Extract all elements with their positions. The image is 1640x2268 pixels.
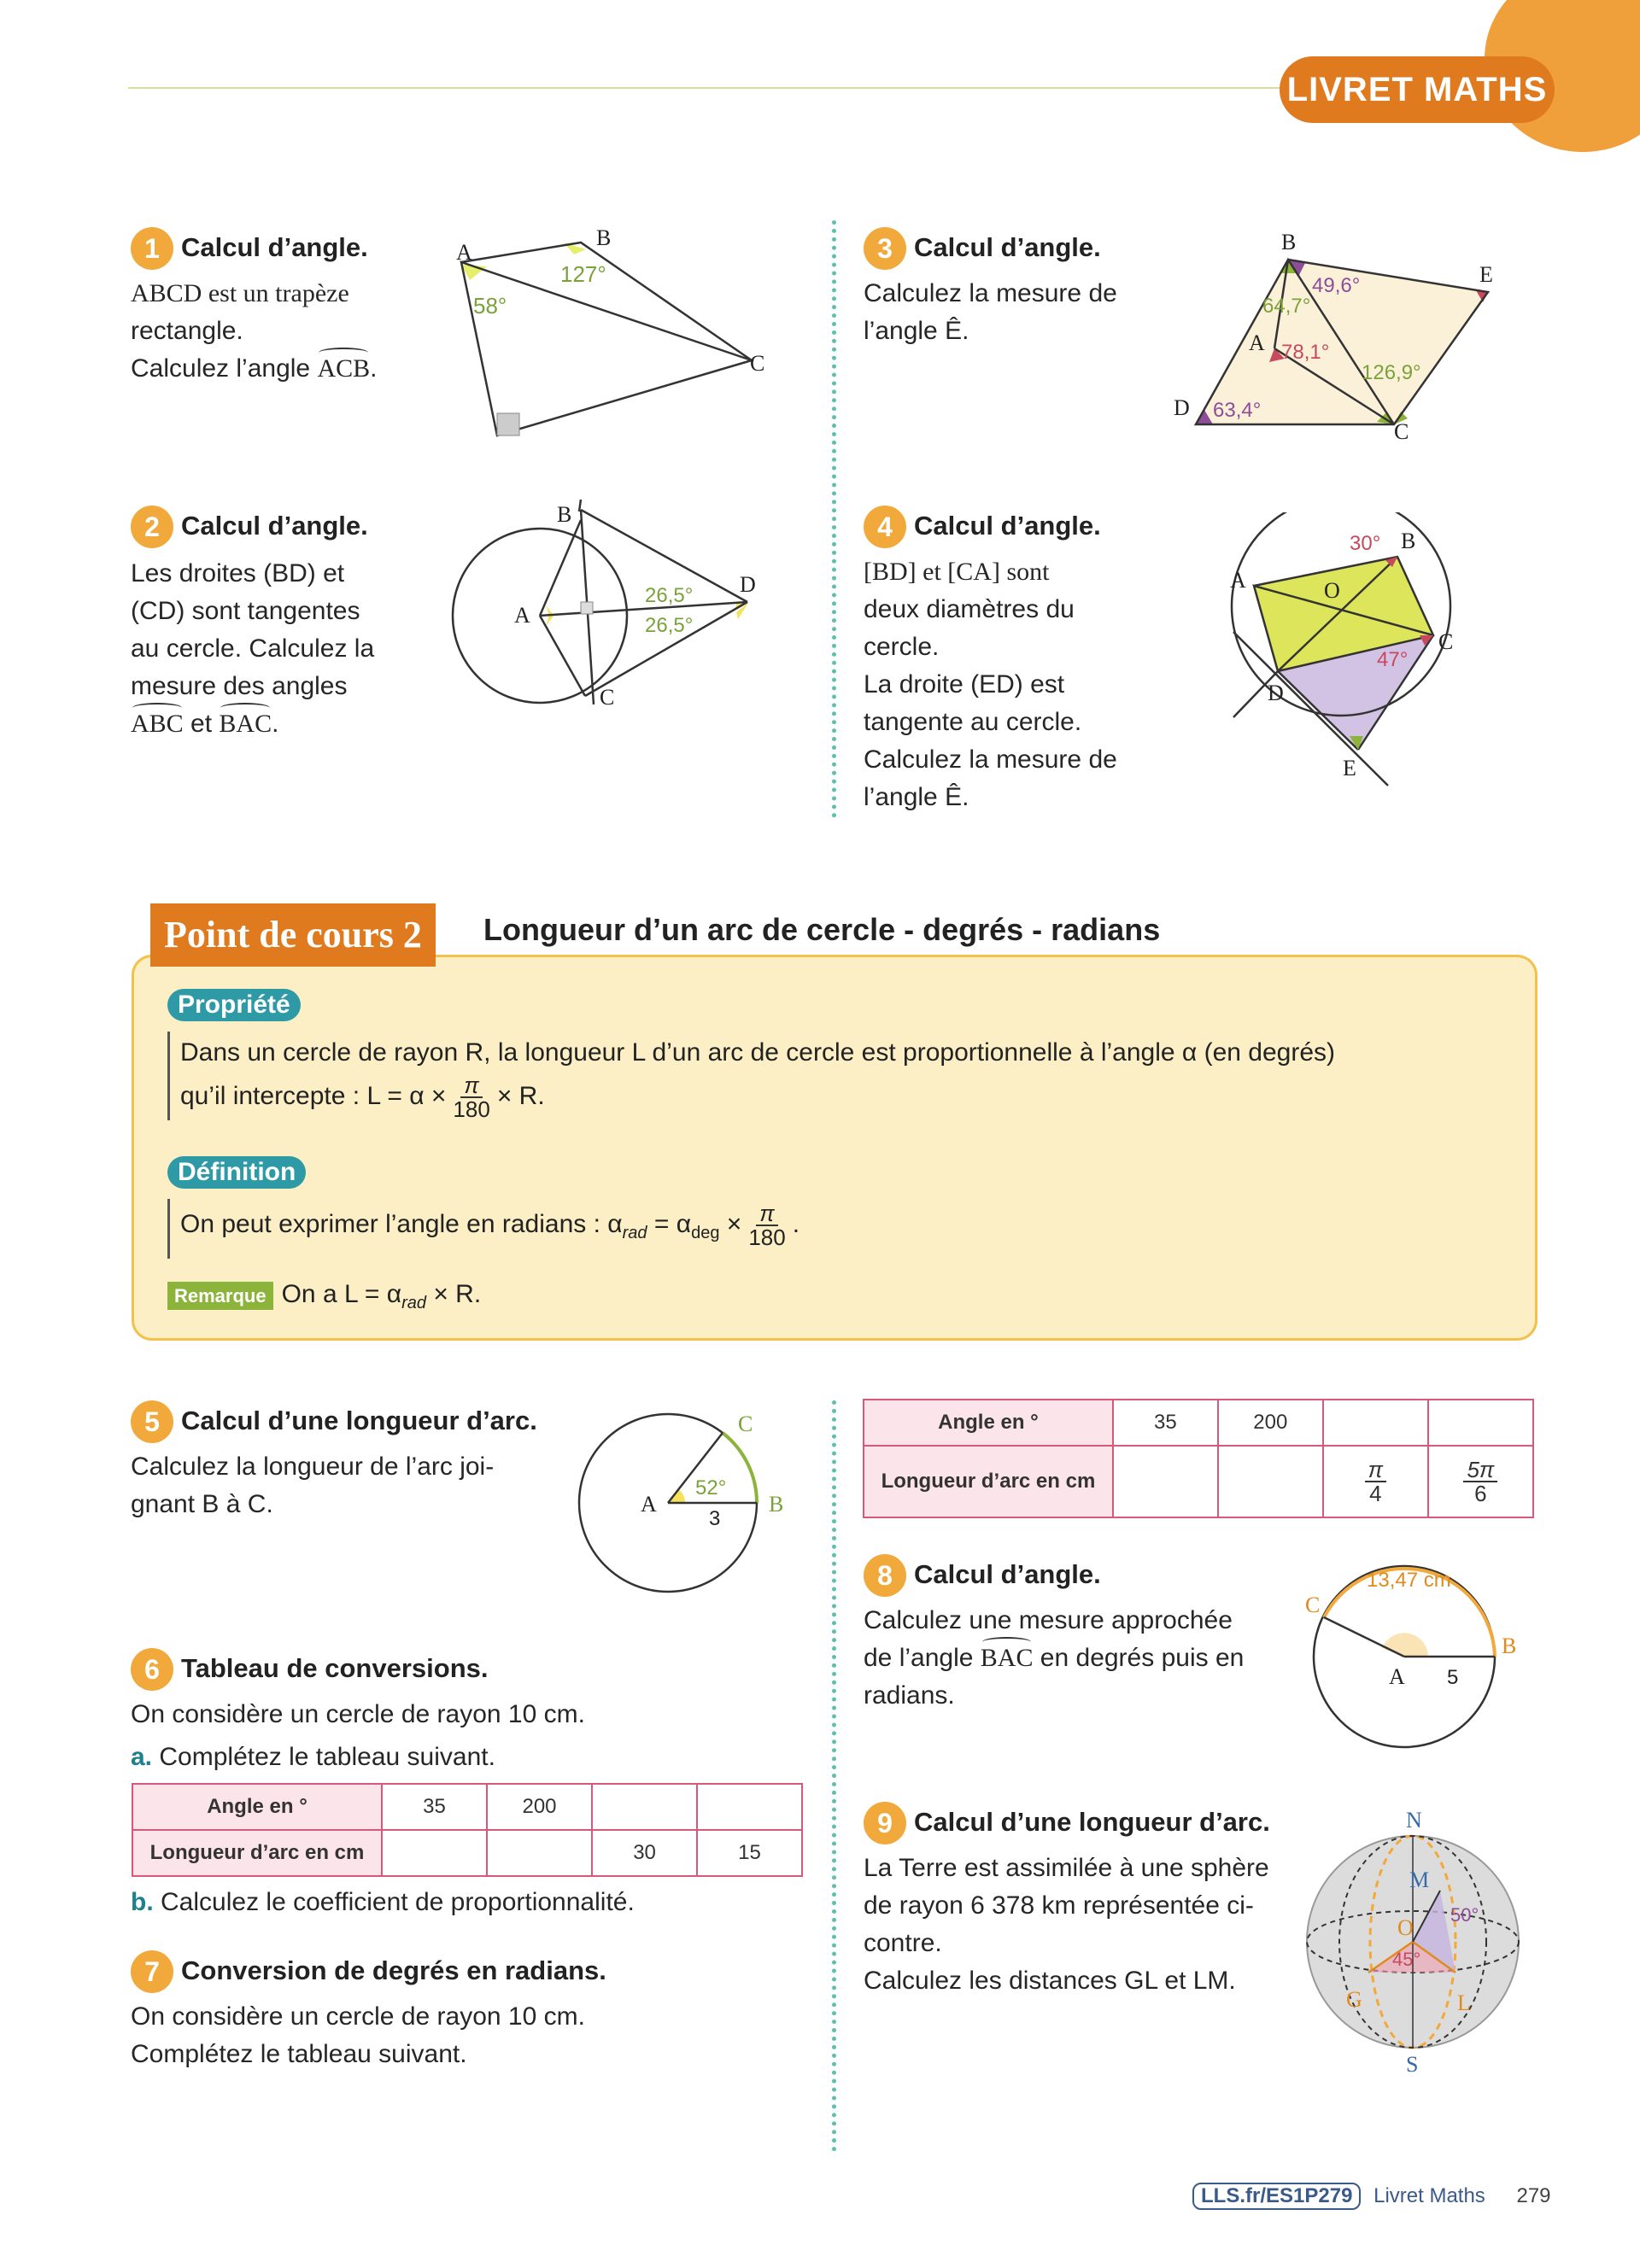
remark-line: Remarque On a $L = \alpha_{rad} \times R$. — [167, 1276, 481, 1322]
point-label: B — [596, 225, 612, 250]
exercise-number: 4 — [864, 506, 906, 548]
exercise-text: [BD] et [CA] sont deux diamètres du cercle. La droite (ED) est tangente au cercle. Calculez la mesure de l’angle Ê. — [864, 558, 1117, 811]
svg-text:64,7°: 64,7° — [1262, 295, 1311, 318]
svg-text:126,9°: 126,9° — [1362, 361, 1421, 384]
property-section — [167, 989, 1500, 1120]
svg-text:B: B — [1502, 1634, 1517, 1658]
angle-label: 58° — [473, 293, 507, 319]
svg-text:E: E — [1479, 262, 1493, 287]
svg-text:C: C — [1438, 629, 1454, 654]
svg-text:C: C — [600, 685, 615, 710]
footer — [1192, 2183, 1551, 2210]
svg-text:52°: 52° — [695, 1476, 727, 1499]
exercise-text: On considère un cercle de rayon 10 cm. — [131, 1700, 585, 1728]
column-separator — [832, 220, 836, 818]
property-line: Dans un cercle de rayon R, la longueur L d’un arc de cercle est proportionnelle à l’angle α (en degrés) — [180, 1038, 1336, 1067]
svg-text:G: G — [1346, 1987, 1362, 2012]
exercise-number: 8 — [864, 1554, 906, 1597]
exercise-text: La Terre est assimilée à une sphère de rayon 6 378 km représentée ci- contre. Calculez les distances GL et LM. — [864, 1854, 1269, 1995]
exercise-title: Calcul d’une longueur d’arc. — [914, 1807, 1270, 1837]
svg-text:B: B — [557, 502, 572, 527]
exercise-number: 2 — [131, 506, 173, 548]
footer-label: Livret Maths — [1374, 2184, 1485, 2207]
svg-text:E: E — [1343, 756, 1356, 780]
svg-text:B: B — [769, 1492, 784, 1517]
svg-text:D: D — [1268, 681, 1284, 705]
svg-text:3: 3 — [709, 1507, 721, 1530]
svg-text:30°: 30° — [1350, 532, 1381, 555]
svg-text:13,47 cm: 13,47 cm — [1367, 1569, 1451, 1592]
tangent-circle-figure — [444, 500, 786, 722]
exercise-text: Calculez la longueur de l’arc joi- gnant B à C. — [131, 1453, 495, 1518]
point-label: A — [456, 240, 472, 265]
angle-label: 127° — [560, 261, 606, 287]
svg-text:A: A — [1389, 1664, 1405, 1689]
course-tag: Point de cours 2 — [150, 903, 436, 967]
svg-text:C: C — [1305, 1593, 1321, 1617]
exercise-text: On considère un cercle de rayon 10 cm. Complétez le tableau suivant. — [131, 2002, 585, 2068]
section-title: LIVRET MATHS — [1280, 56, 1555, 123]
exercise-text: Calculez une mesure approchée de l’angle BAC en degrés puis en radians. — [864, 1606, 1245, 1710]
property-badge: Propriété — [167, 989, 301, 1021]
svg-text:N: N — [1406, 1808, 1422, 1833]
exercise-title: Calcul d’une longueur d’arc. — [181, 1406, 537, 1435]
arc-figure — [564, 1400, 820, 1605]
svg-text:50°: 50° — [1450, 1904, 1479, 1926]
definition-section: Définition On peut exprimer l’angle en radians : $\alpha_{rad} = \alpha_{deg}$ × $\frac{\pi}{180}$ . — [167, 1156, 1500, 1259]
svg-text:D: D — [1174, 395, 1190, 420]
exercise-title: Calcul d’angle. — [181, 511, 368, 541]
point-label: C — [750, 351, 765, 376]
svg-text:M: M — [1409, 1868, 1430, 1892]
svg-text:O: O — [1397, 1915, 1414, 1940]
remark-badge: Remarque — [167, 1282, 273, 1310]
exercise-text: a. Complétez le tableau suivant. — [131, 1743, 495, 1771]
exercise-title: Calcul d’angle. — [181, 232, 368, 262]
exercise-title: Calcul d’angle. — [914, 232, 1101, 262]
svg-text:C: C — [738, 1412, 753, 1436]
svg-text:47°: 47° — [1377, 648, 1409, 671]
svg-text:S: S — [1406, 2052, 1419, 2075]
exercise-number: 9 — [864, 1802, 906, 1844]
exercise-number: 5 — [131, 1400, 173, 1443]
svg-text:26,5°: 26,5° — [645, 584, 694, 607]
exercise-text: Les droites (BD) et (CD) sont tangentes au cercle. Calculez la mesure des angles ABC et BAC. — [131, 555, 438, 743]
svg-text:C: C — [1394, 419, 1409, 444]
diameter-circle-figure — [1196, 512, 1486, 794]
exercise-number: 6 — [131, 1648, 173, 1691]
svg-text:A: A — [641, 1492, 657, 1517]
property-formula: qu’il intercepte : L = α × $\frac{\pi}{180}$ × R. — [180, 1073, 545, 1122]
arc-length-figure — [1298, 1554, 1538, 1759]
svg-text:49,6°: 49,6° — [1312, 274, 1361, 297]
conversion-table: Angle en ° 35 200 Longueur d’arc en cm 30 15 — [132, 1783, 803, 1877]
exercise-title: Tableau de conversions. — [181, 1653, 489, 1683]
exercise-text: Calculez la mesure de l’angle Ê. — [864, 279, 1117, 345]
course-title: Longueur d’un arc de cercle - degrés - radians — [483, 912, 1161, 947]
exercise-title: Conversion de degrés en radians. — [181, 1955, 606, 1985]
exercise-title: Calcul d’angle. — [914, 1559, 1101, 1589]
svg-text:D: D — [740, 572, 756, 597]
svg-text:63,4°: 63,4° — [1213, 399, 1262, 422]
svg-text:78,1°: 78,1° — [1281, 341, 1330, 364]
svg-text:L: L — [1457, 1990, 1471, 2015]
svg-text:B: B — [1401, 529, 1416, 553]
svg-text:A: A — [1249, 330, 1265, 355]
sphere-figure — [1298, 1802, 1538, 2075]
svg-text:5: 5 — [1447, 1666, 1459, 1689]
definition-badge: Définition — [167, 1156, 306, 1189]
exercise-title: Calcul d’angle. — [914, 511, 1101, 541]
exercise-text: b. Calculez le coefficient de proportionnalité. — [131, 1888, 635, 1916]
exercise-text: ABCD est un trapèze rectangle. Calculez l’angle ACB. — [131, 275, 438, 388]
svg-text:B: B — [1281, 230, 1297, 254]
column-separator — [832, 1400, 836, 2152]
svg-text:45°: 45° — [1392, 1949, 1421, 1970]
exercise-number: 7 — [131, 1950, 173, 1993]
page-number: 279 — [1516, 2184, 1551, 2207]
footer-link[interactable]: LLS.fr/ES1P279 — [1192, 2183, 1361, 2210]
header-rule — [128, 87, 1307, 89]
exercise-number: 1 — [131, 227, 173, 270]
svg-text:26,5°: 26,5° — [645, 614, 694, 637]
svg-text:O: O — [1324, 578, 1340, 603]
trapezoid-figure — [444, 224, 786, 446]
polygon-figure — [1162, 224, 1520, 446]
svg-text:A: A — [514, 603, 530, 628]
svg-text:A: A — [1230, 568, 1246, 593]
exercise-number: 3 — [864, 227, 906, 270]
radians-table: Angle en ° 35 200 Longueur d’arc en cm $\frac{\pi}{4}$ $\frac{5\pi}{6}$ — [863, 1399, 1534, 1518]
